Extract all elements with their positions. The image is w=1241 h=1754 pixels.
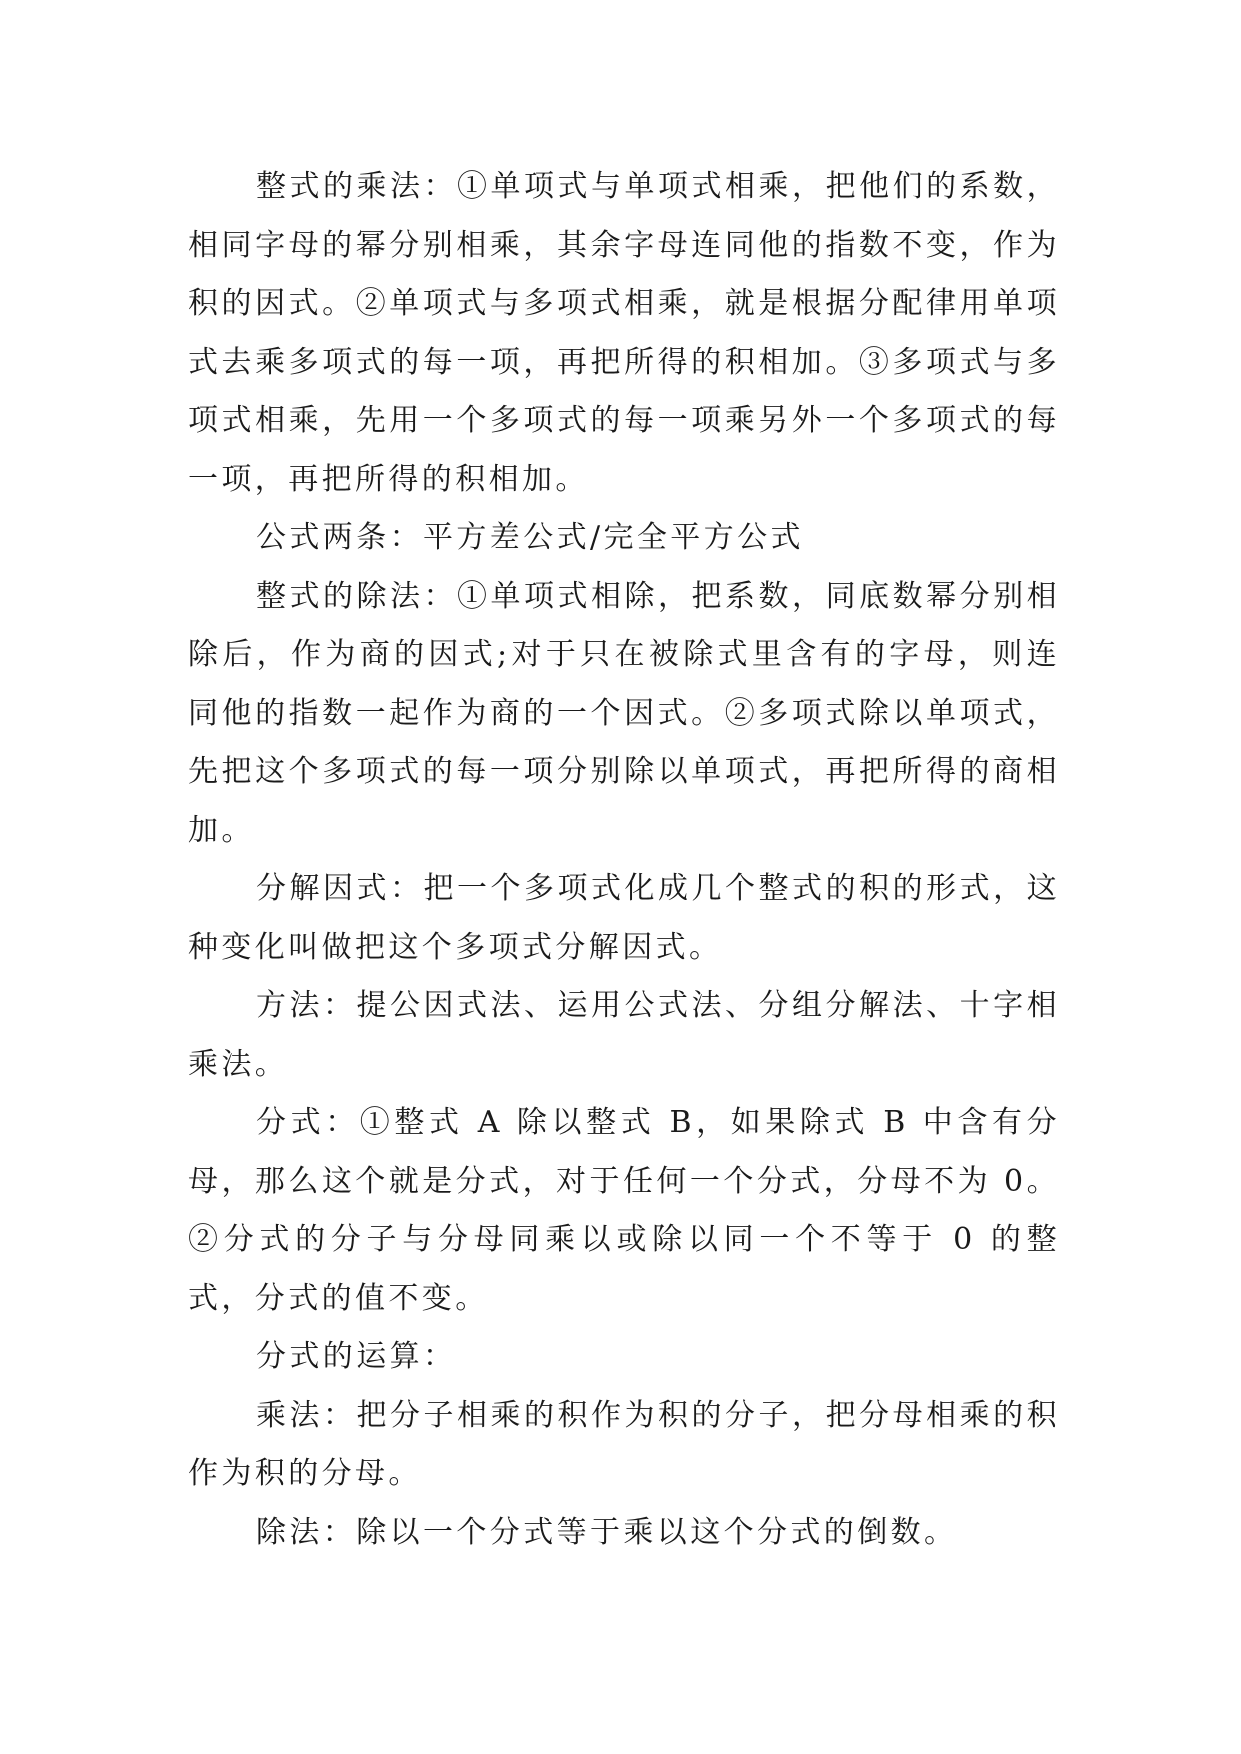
paragraph-factorization: 分解因式：把一个多项式化成几个整式的积的形式，这种变化叫做把这个多项式分解因式。 [188, 871, 1060, 965]
paragraph-fraction-division: 除法：除以一个分式等于乘以这个分式的倒数。 [256, 1514, 958, 1550]
paragraph-factorization-methods: 方法：提公因式法、运用公式法、分组分解法、十字相乘法。 [188, 988, 1060, 1082]
paragraph-two-formulas: 公式两条：平方差公式/完全平方公式 [256, 520, 804, 555]
paragraph-polynomial-multiplication: 整式的乘法：①单项式与单项式相乘，把他们的系数，相同字母的幂分别相乘，其余字母连同他的指数不变，作为积的因式。②单项式与多项式相乘，就是根据分配律用单项式去乘多项式的每一项，再把所得的积相加。③多项式与多项式相乘，先用一个多项式的每一项乘另外一个多项式的每一项，再把所得的积相加。 [188, 169, 1060, 497]
paragraph-polynomial-division: 整式的除法：①单项式相除，把系数，同底数幂分别相除后，作为商的因式;对于只在被除式里含有的字母，则连同他的指数一起作为商的一个因式。②多项式除以单项式，先把这个多项式的每一项分别除以单项式，再把所得的商相加。 [188, 578, 1060, 848]
paragraph-fractions: 分式：①整式 A 除以整式 B，如果除式 B 中含有分母，那么这个就是分式，对于任何一个分式，分母不为 0。②分式的分子与分母同乘以或除以同一个不等于 0 的整式，分式的值不变。 [188, 1105, 1060, 1316]
paragraph-fraction-operations: 分式的运算： [256, 1339, 457, 1374]
document-body [188, 158, 1060, 1562]
paragraph-fraction-multiplication: 乘法：把分子相乘的积作为积的分子，把分母相乘的积作为积的分母。 [188, 1397, 1060, 1491]
